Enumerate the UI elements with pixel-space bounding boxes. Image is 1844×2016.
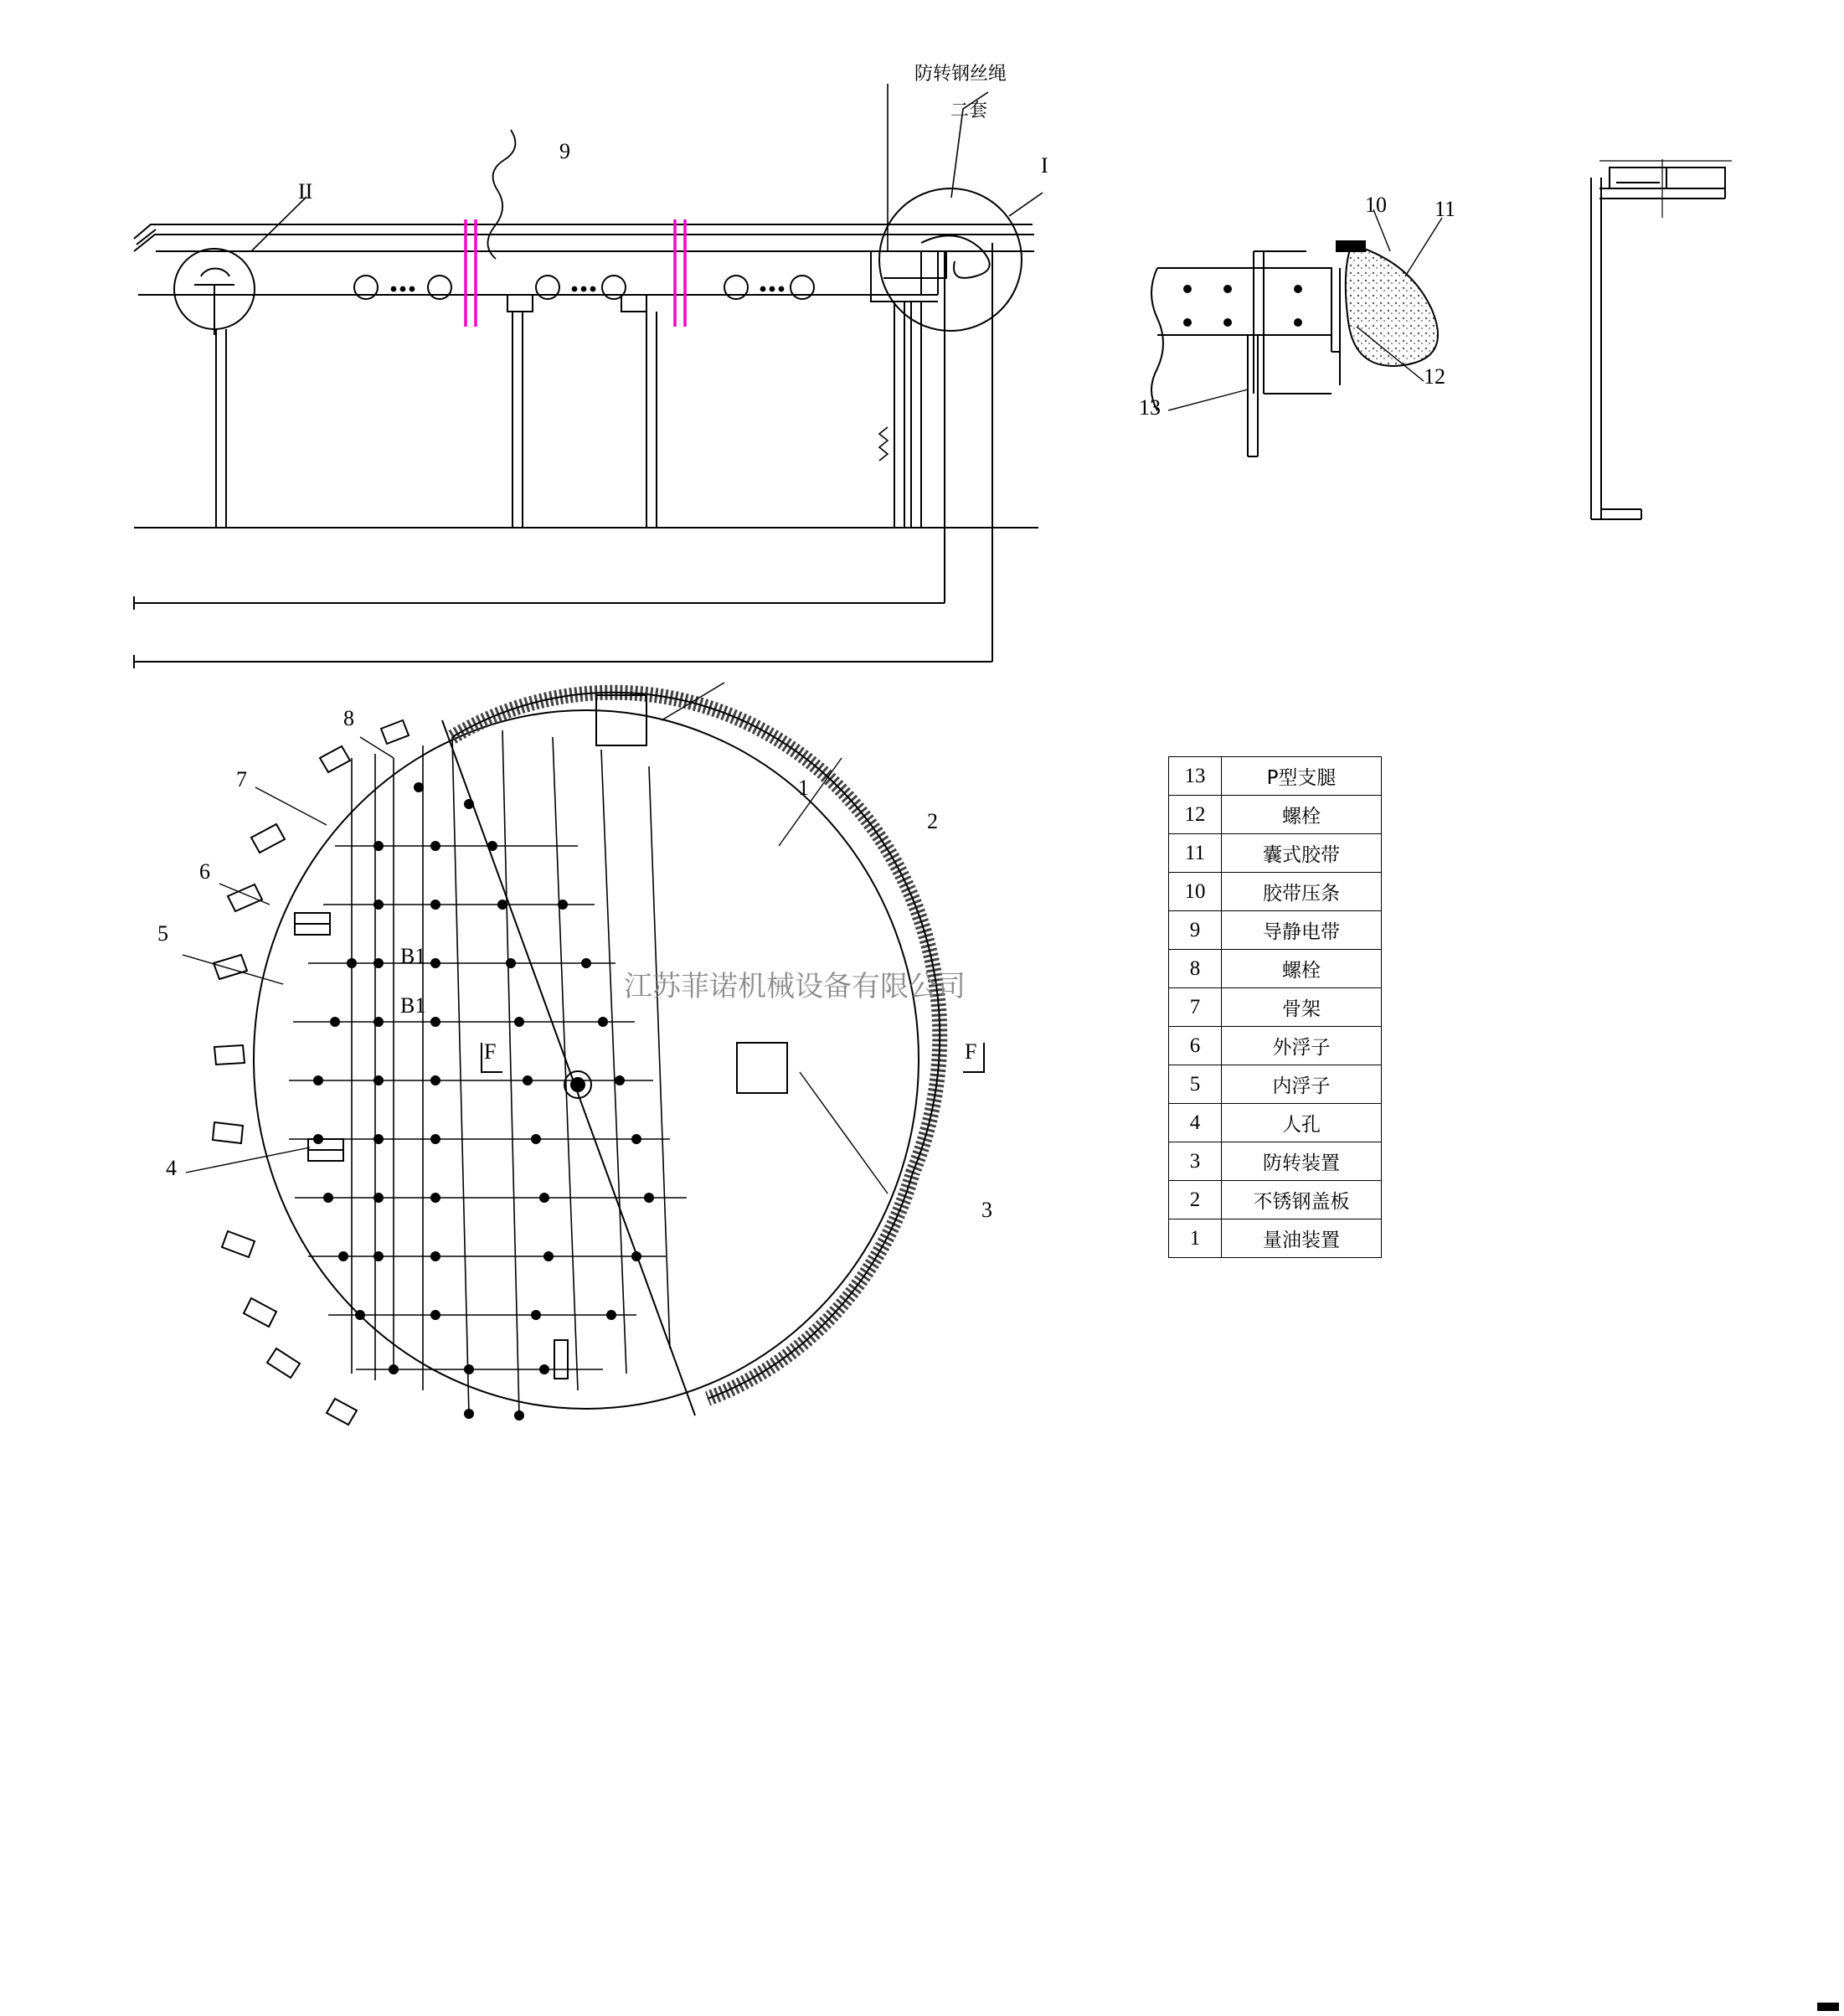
callout-3: 3 bbox=[981, 1198, 992, 1222]
table-row bbox=[1169, 873, 1382, 911]
legend-no: 11 bbox=[1169, 834, 1222, 873]
legend-name: 胶带压条 bbox=[1222, 873, 1382, 911]
legend-no: 13 bbox=[1169, 757, 1222, 796]
callout-detail-II: II bbox=[298, 179, 313, 204]
legend-name: 人孔 bbox=[1222, 1104, 1382, 1142]
callout-11: 11 bbox=[1435, 197, 1456, 221]
legend-name: 外浮子 bbox=[1222, 1027, 1382, 1065]
callout-2: 2 bbox=[927, 809, 938, 833]
table-row bbox=[1169, 1104, 1382, 1142]
table-row bbox=[1169, 1142, 1382, 1181]
elevation-view bbox=[134, 84, 1043, 668]
table-row bbox=[1169, 1219, 1382, 1258]
legend-no: 10 bbox=[1169, 873, 1222, 911]
legend-name: P型支腿 bbox=[1222, 757, 1382, 796]
detail-rim-seal bbox=[1151, 209, 1442, 456]
table-row bbox=[1169, 757, 1382, 796]
legend-no: 3 bbox=[1169, 1142, 1222, 1181]
parts-legend-table bbox=[1168, 756, 1382, 1258]
legend-no: 8 bbox=[1169, 950, 1222, 988]
plan-text-b1-upper: B1 bbox=[400, 944, 426, 968]
note-anti-rotation-rope-line1: 防转钢丝绳 bbox=[914, 64, 1007, 85]
callout-7: 7 bbox=[236, 767, 247, 791]
legend-name: 骨架 bbox=[1222, 988, 1382, 1027]
section-mark-f-right: F bbox=[965, 1039, 977, 1064]
callout-1: 1 bbox=[798, 776, 809, 800]
callout-detail-I: I bbox=[1041, 153, 1048, 178]
table-row bbox=[1169, 988, 1382, 1027]
callout-6: 6 bbox=[199, 859, 210, 884]
legend-name: 防转装置 bbox=[1222, 1142, 1382, 1181]
note-anti-rotation-rope-line2: 二套 bbox=[950, 101, 988, 121]
callout-13: 13 bbox=[1139, 395, 1161, 420]
callout-10: 10 bbox=[1365, 193, 1387, 217]
plan-text-b1-lower: B1 bbox=[400, 993, 426, 1018]
callout-12: 12 bbox=[1424, 364, 1445, 389]
plan-view bbox=[183, 683, 984, 1425]
table-row bbox=[1169, 796, 1382, 834]
table-row bbox=[1169, 834, 1382, 873]
company-watermark: 江苏菲诺机械设备有限公司 bbox=[624, 970, 966, 1003]
callout-9: 9 bbox=[559, 139, 570, 163]
legend-name: 不锈钢盖板 bbox=[1222, 1181, 1382, 1219]
table-row bbox=[1169, 950, 1382, 988]
legend-no: 7 bbox=[1169, 988, 1222, 1027]
legend-no: 1 bbox=[1169, 1219, 1222, 1258]
legend-name: 量油装置 bbox=[1222, 1219, 1382, 1258]
legend-no: 5 bbox=[1169, 1065, 1222, 1104]
legend-no: 6 bbox=[1169, 1027, 1222, 1065]
legend-no: 4 bbox=[1169, 1104, 1222, 1142]
table-row bbox=[1169, 1027, 1382, 1065]
legend-name: 螺栓 bbox=[1222, 796, 1382, 834]
table-row bbox=[1169, 911, 1382, 950]
callout-5: 5 bbox=[157, 921, 168, 946]
table-row bbox=[1169, 1065, 1382, 1104]
callout-8: 8 bbox=[343, 706, 354, 730]
section-mark-f-left: F bbox=[484, 1039, 497, 1064]
legend-no: 2 bbox=[1169, 1181, 1222, 1219]
legend-no: 9 bbox=[1169, 911, 1222, 950]
legend-no: 12 bbox=[1169, 796, 1222, 834]
detail-p-leg-section bbox=[1591, 159, 1732, 519]
legend-name: 内浮子 bbox=[1222, 1065, 1382, 1104]
legend-name: 螺栓 bbox=[1222, 950, 1382, 988]
legend-name: 囊式胶带 bbox=[1222, 834, 1382, 873]
table-row bbox=[1169, 1181, 1382, 1219]
legend-name: 导静电带 bbox=[1222, 911, 1382, 950]
callout-4: 4 bbox=[166, 1156, 177, 1180]
sheet-edge-mark bbox=[1817, 2003, 1839, 2011]
